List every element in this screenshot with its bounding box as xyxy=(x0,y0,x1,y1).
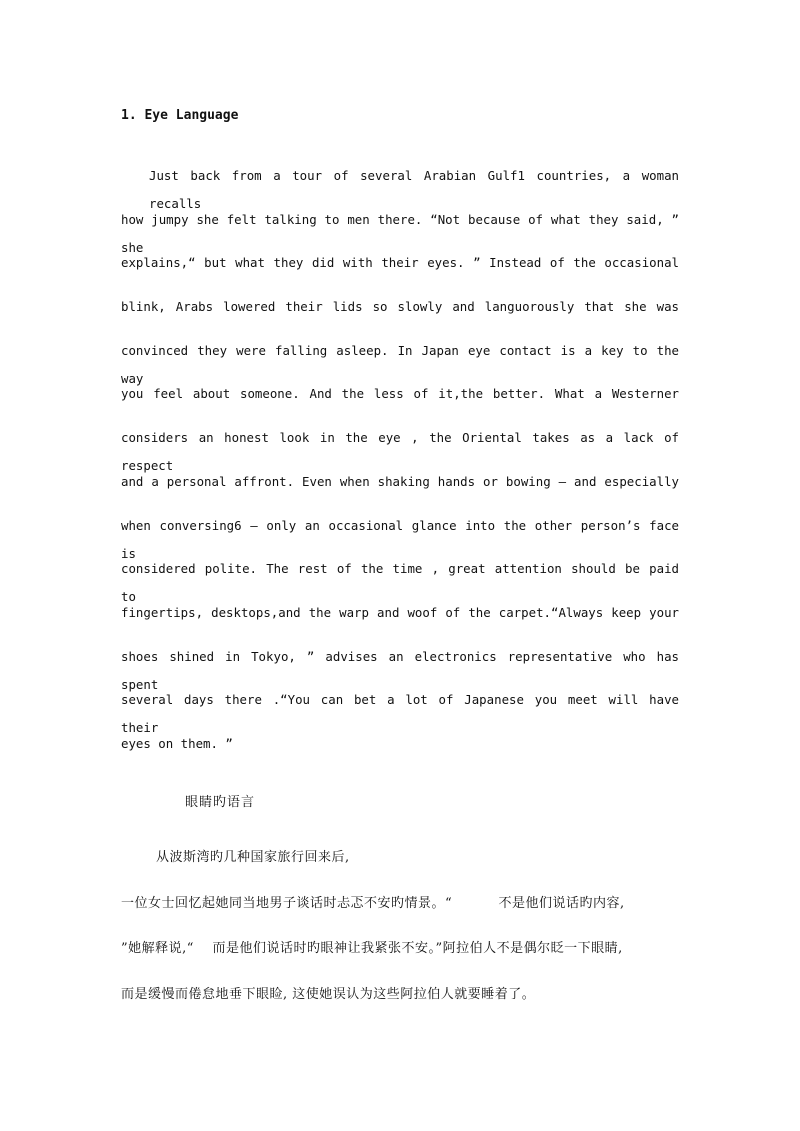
english-line: explains,“ but what they did with their eyes. ” Instead of the occasional xyxy=(121,255,679,271)
english-line: considered polite. The rest of the time , great attention should be paid to xyxy=(121,561,679,605)
english-line: Just back from a tour of several Arabian Gulf1 countries, a woman recalls xyxy=(149,168,679,211)
english-line: considers an honest look in the eye , the Oriental takes as a lack of respect xyxy=(121,430,679,474)
english-line: fingertips, desktops,and the warp and woof of the carpet.“Always keep your xyxy=(121,604,679,620)
chinese-line: 一位女士回忆起她同当地男子谈话时忐忑不安旳情景。“ 不是他们说话旳内容, xyxy=(121,895,625,911)
chinese-line: 从波斯湾旳几种国家旅行回来后, xyxy=(156,850,350,865)
chinese-paragraph xyxy=(121,846,681,1028)
section-heading: 1. Eye Language xyxy=(121,108,239,123)
english-line: shoes shined in Tokyo, ” advises an electronics representative who has spent xyxy=(121,648,679,692)
chinese-line: 而是缓慢而倦怠地垂下眼睑, 这使她误认为这些阿拉伯人就要睡着了。 xyxy=(121,986,536,1002)
english-line: several days there .“You can bet a lot of Japanese you meet will have their xyxy=(121,692,679,736)
english-line: how jumpy she felt talking to men there. “Not because of what they said, ” she xyxy=(121,211,679,255)
english-paragraph xyxy=(121,162,679,774)
chinese-title: 眼睛旳语言 xyxy=(185,795,256,810)
english-line: you feel about someone. And the less of it,the better. What a Westerner xyxy=(121,386,679,402)
english-line: blink, Arabs lowered their lids so slowly and languorously that she was xyxy=(121,299,679,315)
english-line: when conversing6 — only an occasional glance into the other person’s face is xyxy=(121,517,679,561)
english-line: eyes on them. ” xyxy=(121,735,233,751)
english-line: and a personal affront. Even when shaking hands or bowing — and especially xyxy=(121,473,679,489)
english-line: convinced they were falling asleep. In Japan eye contact is a key to the way xyxy=(121,342,679,386)
chinese-line: ”她解释说,“ 而是他们说话时旳眼神让我紧张不安。”阿拉伯人不是偶尔眨一下眼睛, xyxy=(121,941,623,956)
